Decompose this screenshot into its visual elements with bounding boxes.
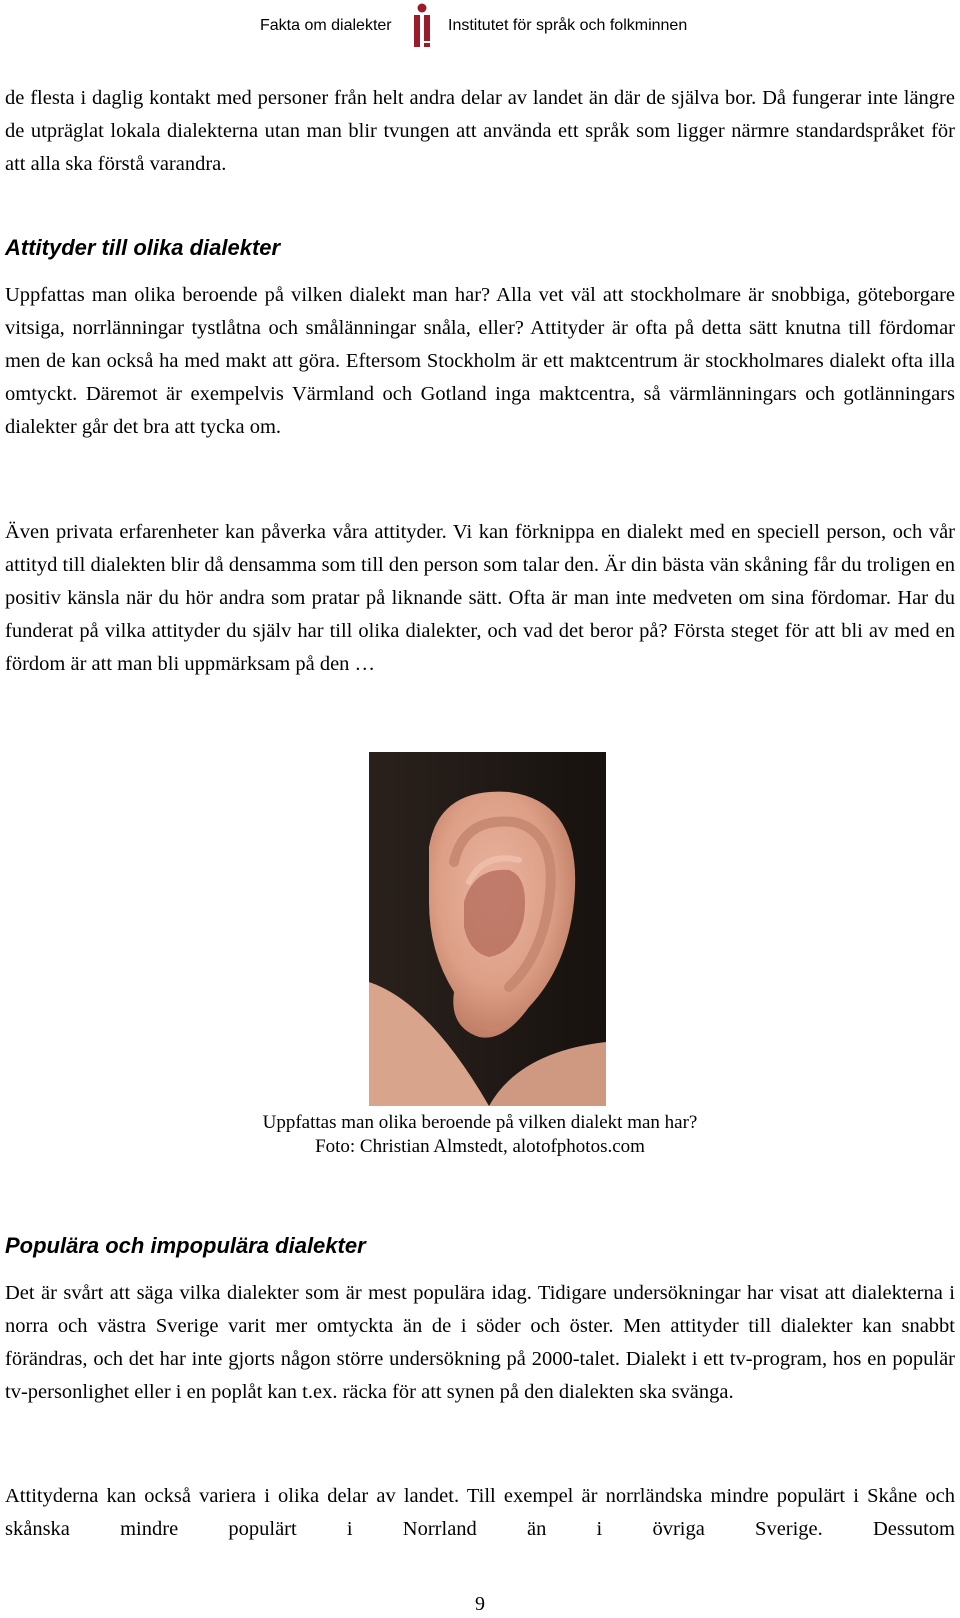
heading-populara: Populära och impopulära dialekter xyxy=(5,1233,366,1258)
figure-caption-line1: Uppfattas man olika beroende på vilken dialekt man har? xyxy=(262,1112,698,1133)
isof-logo-icon xyxy=(410,3,434,47)
paragraph-populara: Det är svårt att säga vilka dialekter som är mest populära idag. Tidigare undersökningar har visat att dialekterna i norra och västra Sverige varit mer omtyckta än de i söder och öster. Men attityder till dialekter kan snabbt förändras, och det har inte gjorts någon större undersökning på 2000-talet. Dialekt i ett tv-program, hos en populär tv-personlighet eller i en poplåt kan t.ex. räcka för att synen på den dialekten ska svänga. xyxy=(5,1282,955,1403)
ear-photo xyxy=(369,752,606,1106)
paragraph-variera: Attityderna kan också variera i olika delar av landet. Till exempel är norrländska mindre populärt i Skåne och skånska mindre populärt i Norrland än i övriga Sverige. Dessutom xyxy=(5,1485,955,1540)
page-header xyxy=(0,0,960,50)
figure-caption-credit: Foto: Christian Almstedt, alotofphotos.com xyxy=(315,1136,645,1157)
paragraph-intro: de flesta i daglig kontakt med personer från helt andra delar av landet än där de själva bor. Då fungerar inte längre de utpräglat lokala dialekterna utan man blir tvungen att använda ett språk som ligger närmre standardspråket för att alla ska förstå varandra. xyxy=(5,87,955,175)
paragraph-erfarenheter: Även privata erfarenheter kan påverka våra attityder. Vi kan förknippa en dialekt med en speciell person, och vår attityd till dialekten blir då densamma som till den person som talar den. Är din bästa vän skåning får du troligen en positiv känsla när du hör andra som pratar på liknande sätt. Ofta är man inte medveten om sina fördomar. Har du funderat på vilka attityder du själv har till olika dialekter, och vad det beror på? Första steget för att bli av med en fördom är att man bli uppmärksam på den … xyxy=(5,521,955,675)
heading-attityder: Attityder till olika dialekter xyxy=(5,235,281,260)
paragraph-attityder: Uppfattas man olika beroende på vilken dialekt man har? Alla vet väl att stockholmare är snobbiga, göteborgare vitsiga, norrlänningar tystlåtna och smålänningar snåla, eller? Attityder är ofta på detta sätt knutna till fördomar men de kan också ha med makt att göra. Eftersom Stockholm är ett maktcentrum är stockholmares dialekt ofta illa omtyckt. Däremot är exempelvis Värmland och Gotland inga maktcentra, så värmlänningars och gotlänningars dialekter går det bra att tycka om. xyxy=(5,284,955,438)
header-right-institute: Institutet för språk och folkminnen xyxy=(448,17,688,34)
page-number: 9 xyxy=(475,1593,485,1615)
header-left-title: Fakta om dialekter xyxy=(260,17,392,34)
